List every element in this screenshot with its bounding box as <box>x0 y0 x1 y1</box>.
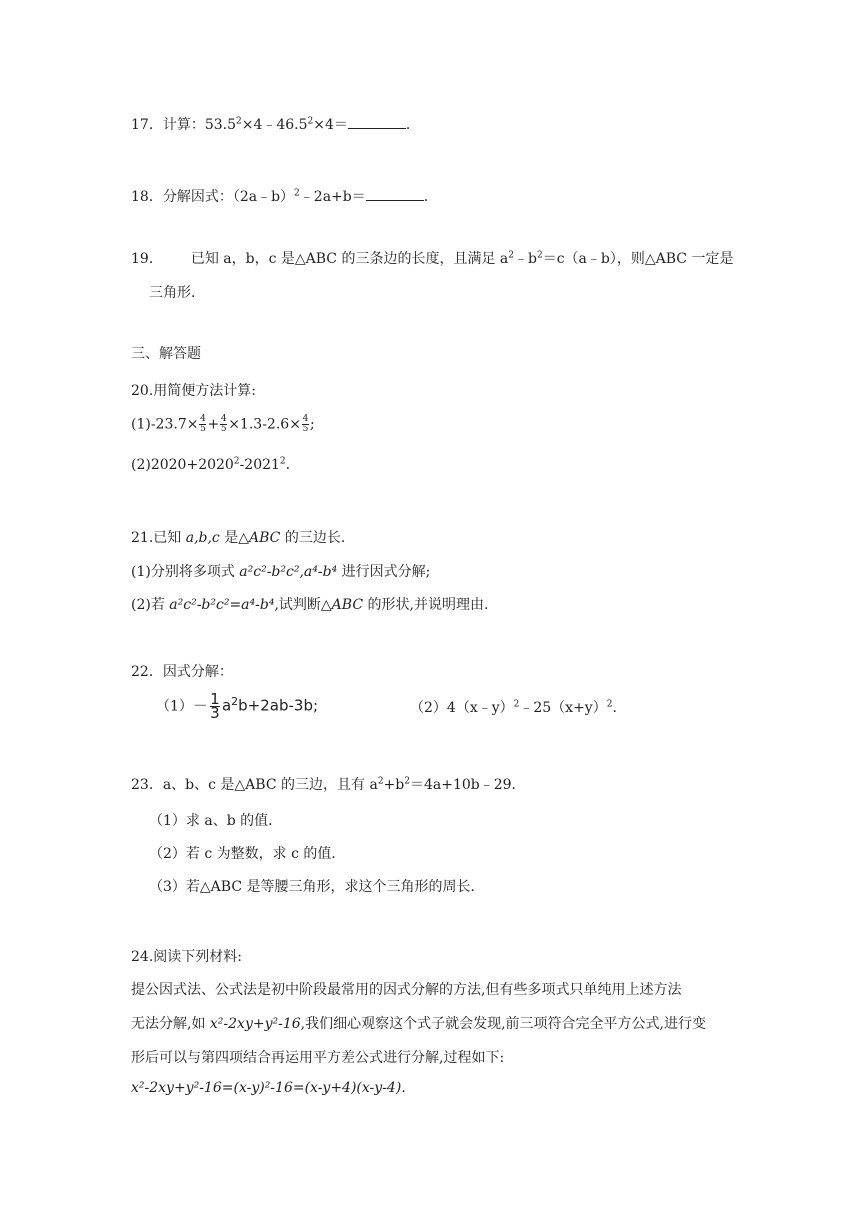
question-text: ＝c（a﹣b），则△ABC 一定是 <box>542 251 734 267</box>
fraction-numerator: 4 <box>200 414 206 424</box>
question-text: (2)2020+2020 <box>131 457 234 473</box>
question-text: (1)分别将多项式 <box>131 564 240 580</box>
question-text: 形后可以与第四项结合再运用平方差公式进行分解,过程如下: <box>131 1050 505 1066</box>
fraction-numerator: 4 <box>302 414 309 424</box>
question-text: 20.用简便方法计算: <box>131 383 256 399</box>
question-20-part1 <box>131 415 315 434</box>
question-text: 21.已知 <box>131 530 186 546</box>
math-expression: a²c²-b²c²,a⁴-b⁴ <box>239 564 338 580</box>
fraction-denominator: 5 <box>200 424 206 434</box>
fraction-denominator: 5 <box>302 424 309 434</box>
exponent: 2 <box>231 694 239 708</box>
math-expression: x²-2xy+y²-16=(x-y)²-16=(x-y+4)(x-y-4). <box>131 1080 406 1096</box>
punctuation: ． <box>612 700 627 716</box>
question-number: 18． <box>131 189 163 205</box>
question-17 <box>131 114 420 134</box>
question-text: 23．a、b、c 是△ABC 的三边，且有 a <box>131 777 378 793</box>
fraction <box>210 690 220 722</box>
question-21-title <box>131 527 345 547</box>
question-18 <box>131 186 438 206</box>
question-text: 的形状,并说明理由. <box>363 597 489 613</box>
exponent: 2 <box>236 116 242 127</box>
question-text: （1）求 a、b 的值． <box>149 813 283 829</box>
question-19 <box>131 248 733 268</box>
fraction-denominator: 3 <box>210 704 220 722</box>
question-text: 22．因式分解： <box>131 664 233 680</box>
question-number: 17． <box>131 117 163 133</box>
question-22-part2 <box>410 697 626 717</box>
question-23-part1 <box>149 810 282 830</box>
question-text: (1)-23.7× <box>131 416 199 433</box>
question-text: ＝4a+10b﹣29． <box>409 777 526 793</box>
question-24-line3 <box>131 1047 504 1067</box>
punctuation: ． <box>405 117 420 133</box>
minus-sign: － <box>192 696 208 715</box>
question-24-title <box>131 946 242 966</box>
exponent: 2 <box>404 776 410 787</box>
question-text: ,我们细心观察这个式子就会发现,前三项符合完全平方公式,进行变 <box>300 1016 707 1032</box>
math-variables: a,b,c <box>185 530 220 546</box>
math-expression: x²-2xy+y²-16 <box>209 1016 301 1032</box>
question-text: 已知 a，b，c 是△ABC 的三条边的长度，且满足 a <box>190 251 509 267</box>
question-22-title <box>131 661 233 681</box>
fraction-denominator: 5 <box>220 424 227 434</box>
question-text: ×1.3-2.6× <box>228 416 301 433</box>
exponent: 2 <box>513 699 520 710</box>
question-text: -2021 <box>239 457 280 473</box>
question-text: 三角形． <box>149 285 205 301</box>
math-expression: a <box>221 696 232 715</box>
question-text: ×4＝ <box>313 117 348 133</box>
punctuation: . <box>285 457 291 473</box>
question-20-title <box>131 380 256 400</box>
punctuation: ; <box>309 416 315 433</box>
fraction <box>302 415 309 434</box>
question-text: 分解因式：（2a﹣b） <box>162 189 295 205</box>
question-text: ﹣2a+b＝ <box>299 189 366 205</box>
question-24-line4 <box>131 1080 406 1096</box>
fraction <box>220 415 227 434</box>
question-text: ×4﹣46.5 <box>241 117 308 133</box>
question-number: 19． <box>131 251 163 267</box>
math-expression: b+2ab-3b; <box>238 696 319 715</box>
exponent: 2 <box>279 456 286 467</box>
answer-blank[interactable] <box>366 188 424 201</box>
question-text: （2）4（x﹣y） <box>410 700 514 716</box>
section-heading <box>131 343 201 363</box>
question-24-line1 <box>131 979 681 999</box>
math-variables: ABC <box>249 530 281 546</box>
question-22-part1 <box>156 690 319 722</box>
question-text: 提公因式法、公式法是初中阶段最常用的因式分解的方法,但有些多项式只单纯用上述方法 <box>131 982 682 998</box>
question-23-part3 <box>149 876 485 896</box>
punctuation: ． <box>423 189 438 205</box>
exponent: 2 <box>233 456 240 467</box>
math-expression: a²c²-b²c²=a⁴-b⁴ <box>169 597 275 613</box>
question-23-part2 <box>149 843 345 863</box>
question-text: +b <box>383 777 405 793</box>
question-text: 计算：53.5 <box>162 117 236 133</box>
part-label: （1） <box>156 698 193 715</box>
question-text: 无法分解,如 <box>131 1016 210 1032</box>
fraction <box>199 415 206 434</box>
question-text: + <box>207 416 220 433</box>
section-title: 三、解答题 <box>131 346 201 362</box>
question-text: 进行因式分解; <box>337 564 431 580</box>
question-19-line2 <box>149 282 205 302</box>
exponent: 2 <box>508 250 514 261</box>
question-text: 是△ <box>219 530 249 546</box>
question-text: （3）若△ABC 是等腰三角形，求这个三角形的周长． <box>149 879 485 895</box>
question-text: ﹣b <box>514 251 537 267</box>
exponent: 2 <box>377 776 384 787</box>
fraction-numerator: 4 <box>220 414 227 424</box>
exponent: 2 <box>294 188 300 199</box>
question-20-part2 <box>131 457 290 473</box>
question-text: ,试判断△ <box>274 597 332 613</box>
exponent: 2 <box>536 250 543 261</box>
question-23-title <box>131 774 526 794</box>
question-text: (2)若 <box>131 597 170 613</box>
math-variables: ABC <box>331 597 364 613</box>
question-text: 24.阅读下列材料: <box>131 949 242 965</box>
question-text: ﹣25（x+y） <box>519 700 607 716</box>
question-21-part1 <box>131 561 430 581</box>
exponent: 2 <box>606 699 613 710</box>
exponent: 2 <box>307 116 314 127</box>
question-21-part2 <box>131 594 488 614</box>
question-24-line2 <box>131 1013 706 1033</box>
question-text: （2）若 c 为整数，求 c 的值． <box>149 846 346 862</box>
question-text: 的三边长. <box>280 530 346 546</box>
fraction-numerator: 1 <box>210 690 220 708</box>
answer-blank[interactable] <box>348 116 406 129</box>
